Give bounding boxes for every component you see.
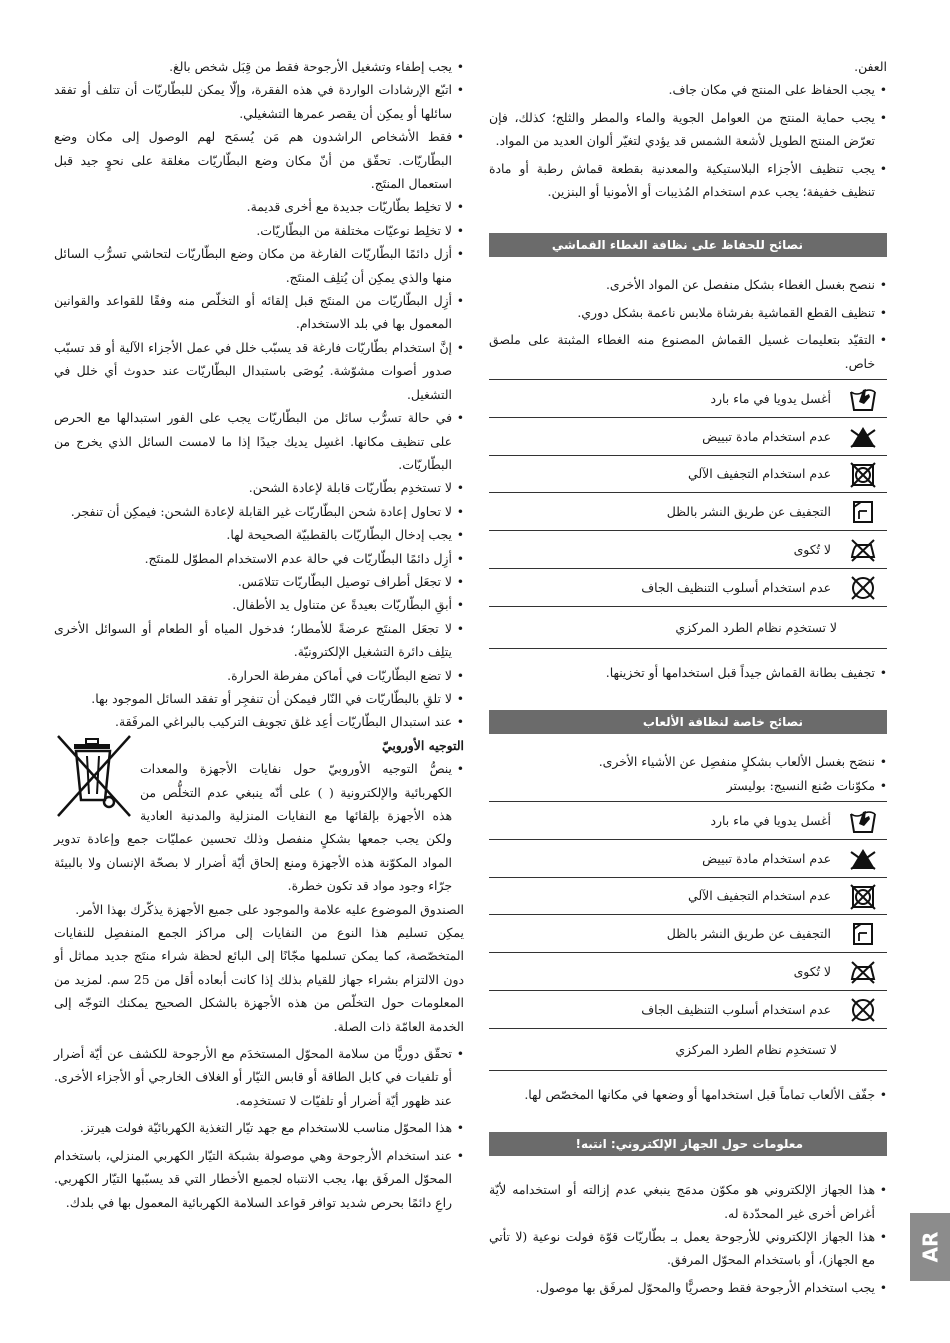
no-bleach-icon	[849, 846, 877, 872]
list-item: • يجب إدخال البطّاريّات بالقطبيّة الصحيحة لها.	[54, 523, 464, 546]
list-item: • يجب حماية المنتج من العوامل الجوية والماء والمطر والثلج؛ كذلك، فإن تعرّض المنتج الطويل لأشعة الشمس قد يؤدي لتغيّر ألوان العديد من المواد.	[489, 106, 887, 153]
care-row	[489, 802, 887, 840]
language-tab	[910, 1213, 950, 1281]
care-row	[489, 1029, 887, 1071]
care-label: عدم استخدام أسلوب التنظيف الجاف	[641, 1001, 831, 1017]
list-item: • تجفيف بطانة القماش جيداً قبل استخدامها أو تخزينها.	[489, 661, 887, 684]
care-row	[489, 840, 887, 878]
care-label: التجفيف عن طريق النشر بالظل	[666, 504, 831, 520]
care-label: عدم استخدام مادة تبييض	[702, 850, 831, 866]
care-row	[489, 607, 887, 649]
no-dry-clean-icon	[849, 575, 877, 601]
language-tab-label: AR	[917, 1231, 942, 1263]
care-row	[489, 418, 887, 456]
weee-block	[54, 734, 464, 1038]
list-item: • هذا الجهاز الإلكتروني للأرجوحة يعمل بـ بطّاريّات قوّة فولت نوعية (لا تأتي مع الجهاز)، أو باستخدام المحوّل المرفق.	[489, 1225, 887, 1272]
list-item: • أبقِ البطّاريّات بعيدةً عن متناول يد الأطفال.	[54, 593, 464, 616]
list-item: • لا تجعَل المنتَج عرضةً للأمطار؛ فدخول المياه أو الطعام أو السوائل الأخرى يتلِف دائرة التشغيل الإلكترونيّة.	[54, 617, 464, 664]
no-bleach-icon	[849, 424, 877, 450]
care-label: لا تستخدِم نظام الطرد المركزي	[675, 619, 837, 635]
left-column	[54, 55, 464, 1214]
list-item: • يجب إطفاء وتشغيل الأرجوحة فقط من قِبَل شخص بالغ.	[54, 55, 464, 78]
care-row	[489, 493, 887, 531]
weee-paragraph: • ينصُّ التوجيه الأوروبيّ حول نفايات الأجهزة والمعدات الكهربائية والإلكترونية ( ) على أنّه ينبغي عدم التخلُّص من هذه الأجهزة بإلقائها مع النفايات المنزلية والمدنية العادية ولكن يجب جمعها بشكلٍ منفصل وذلك تحسين عمليّات جمع وإعادة تدوير المواد المكوّنة هذه الأجهزة ومنع إلحاق أيّة أضرار لا بصحّة الإنسان ولا بالبيئة جرّاء وجود مواد قد تكون خطرة.	[54, 757, 464, 897]
list-item: • هذا المحوّل مناسب للاستخدام مع جهد تيّار التغذية الكهربائيّة فولت هيرتز.	[54, 1116, 464, 1139]
composition-line	[489, 774, 887, 797]
care-row	[489, 953, 887, 991]
no-dry-clean-icon	[849, 997, 877, 1023]
no-iron-icon	[849, 537, 877, 563]
list-item: • اتبّع الإرشادات الواردة في هذه الفقرة، وإلّا يمكن للبطّاريّات أن تتلف أو تفقد سائلها أو يمكِن أن يقصر عمرها التشغيلي.	[54, 78, 464, 125]
list-item: • عند استبدال البطّاريّات أعِد غلق تجويف التركيب بالبراغي المرفَقة.	[54, 710, 464, 733]
list-item: • لا تحاول إعادة شحن البطّاريّات غير القابلة لإعادة الشحن: فيمكِن أن تنفجر.	[54, 500, 464, 523]
composition-label: مكوّنات صُنع النسيج:	[769, 777, 875, 793]
care-row	[489, 915, 887, 953]
care-label: لا تُكوى	[793, 541, 831, 557]
care-label: عدم استخدام أسلوب التنظيف الجاف	[641, 579, 831, 595]
list-item: • في حالة تسرُّب سائل من البطّاريّات يجب على الفور استبدالها مع الحرص على تنظيف مكانها. اغسِل يديك جيدًا إذا ما لامست السائل الذي يخرج من البطّاريّات.	[54, 406, 464, 476]
no-iron-icon	[849, 959, 877, 985]
weee-paragraph: الصندوق الموضوع عليه علامة والموجود على جميع الأجهزة يذكّرك بهذا الأمر.	[75, 901, 464, 917]
list-item: • لا تخلِط نوعيّات مختلفة من البطّاريّات.	[54, 219, 464, 242]
list-item: • لا تستخدِم بطّاريّات قابلة لإعادة الشحن.	[54, 476, 464, 499]
list-item: • تحقّق دوريًّا من سلامة المحوّل المستخدَم مع الأرجوحة للكشف عن أيّة أضرار أو تلفيات في كابل الطاقة أو قابس التيّار أو الغلاف الخارجي أو الأجزاء الأخرى. عند ظهور أيّة أضرار أو تلفيّات لا تستخدِمه.	[54, 1042, 464, 1112]
toys-care-table	[489, 801, 887, 1071]
list-item: • يجب استخدام الأرجوحة فقط وحصريًّا والمحوّل لمرفَق بها موصول.	[489, 1276, 887, 1299]
list-item: • أزِل البطّاريّات من المنتَج قبل إلقائه أو التخلّص منه وفقًا للقواعد والقوانين المعمول بها في بلد الاستخدام.	[54, 289, 464, 336]
list-item: • أزِل دائمًا البطّاريّات في حالة عدم الاستخدام المطوّل للمنتَج.	[54, 547, 464, 570]
toys-section-heading: نصائح خاصة لنظافة الألعاب	[489, 710, 887, 734]
list-item: • أزل دائمًا البطّاريّات الفارغة من مكان وضع البطّاريّات لتحاشي تسرُّب السائل منها والذي يمكِن أن يُتلِف المنتَج.	[54, 242, 464, 289]
care-row	[489, 380, 887, 418]
list-item: • لا تخلِط بطّاريّات جديدة مع أخرى قديمة.	[54, 195, 464, 218]
care-label: عدم استخدام مادة تبييض	[702, 428, 831, 444]
dry-in-shade-icon	[849, 921, 877, 947]
list-item: • يجب الحفاظ على المنتج في مكان جاف.	[489, 78, 887, 101]
list-item: • لا تلقِ بالبطّاريّات في النّار فيمكن أن تنفجِر أو تفقد السائل الموجود بها.	[54, 687, 464, 710]
list-item: • فقط الأشخاص الراشدون هم مَن يُسمَح لهم الوصول إلى مكان وضع البطّاريّات. تحقّق من أنّ مكان وضع البطّاريّات مغلقة على نحوٍ جيد قبل استعمال المنتَج.	[54, 125, 464, 195]
care-row	[489, 531, 887, 569]
care-label: عدم استخدام التجفيف الآلي	[688, 888, 831, 904]
right-column	[489, 55, 887, 1299]
weee-paragraph: يمكِن تسليم هذا النوع من النفايات إلى مراكز الجمع المنفصِل للنفايات المتخصّصة، كما يمكن تسلمها مجّانًا إلى البائع لحظة شراء منتَج جديد مماثل أو دون الالتزام بشراء جهاز للقيام بذلك إذا كانت أبعاده أقل من 25 سم. لمزيد من المعلومات حول التخلّص من هذه الأجهزة بالشكل الصحيح يمكنك التوجّه إلى الخدمة العامّة ذات الصلة.	[54, 925, 464, 1034]
list-item: • ننصح بغسل الغطاء بشكل منفصل عن المواد الأخرى.	[489, 273, 887, 296]
intro-paragraph: العفن.	[854, 59, 887, 74]
care-row	[489, 569, 887, 607]
weee-title: التوجيه الأوروبيّ	[382, 737, 464, 753]
hand-wash-icon	[849, 386, 877, 412]
list-item: • لا تضع البطّاريّات في أماكن مفرطة الحرارة.	[54, 664, 464, 687]
care-label: أغسل يدويا في ماء بارد	[710, 390, 831, 406]
list-item: • جفّف الألعاب تماماً قبل استخدامها أو وضعها في مكانها المخصّص لها.	[489, 1083, 887, 1106]
care-label: التجفيف عن طريق النشر بالظل	[666, 926, 831, 942]
hand-wash-icon	[849, 808, 877, 834]
list-item: • التقيّد بتعليمات غسيل القماش المصنوع منه الغطاء المثبتة على ملصق خاص.	[489, 328, 887, 375]
care-label: لا تُكوى	[793, 963, 831, 979]
care-label: لا تستخدِم نظام الطرد المركزي	[675, 1041, 837, 1057]
list-item: • ننصَح بغسل الألعاب بشكلٍ منفصِل عن الأشياء الأخرى.	[489, 750, 887, 773]
fabric-care-table	[489, 379, 887, 649]
list-item: • إنَّ استخدام بطّاريّات فارغة قد يسبّب خلل في عمل الأجزاء الآلية أو قد تسبّب صدور أصوات مشوّشة. يُوصَى باستبدال البطّاريّات عند حدوث أي خلل في التشغيل.	[54, 336, 464, 406]
no-tumble-dry-icon	[849, 884, 877, 910]
dry-in-shade-icon	[849, 499, 877, 525]
care-row	[489, 456, 887, 494]
electronics-section-heading: معلومات حول الجهاز الإلكتروني: انتبه!	[489, 1132, 887, 1156]
care-row	[489, 991, 887, 1029]
no-tumble-dry-icon	[849, 462, 877, 488]
list-item: • تنظيف القطع القماشية بفرشاة ملابس ناعمة بشكل دوري.	[489, 301, 887, 324]
care-row	[489, 878, 887, 916]
list-item: • عند استخدام الأرجوحة وهي موصولة بشبكة التيّار الكهربي المنزلي، باستخدام المحوّل المرفَق بها، يجب الانتباه لجميع الأخطار التي قد يسبّبها التيّار الكهربي. راعِ دائمًا بحرص شديد توافر قواعد السلامة الكهربائية المعمول بها في بلدك.	[54, 1144, 464, 1214]
list-item: • لا تجعَل أطراف توصيل البطّاريّات تتلامَس.	[54, 570, 464, 593]
list-item: • يجب تنظيف الأجزاء البلاستيكية والمعدنية بقطعة قماش رطبة أو مادة تنظيف خفيفة؛ يجب عدم استخدام المُذيبات أو الأمونيا أو البنزين.	[489, 157, 887, 204]
fabric-section-heading: نصائح للحفاظ على نظافة الغطاء القماشي	[489, 233, 887, 257]
care-label: عدم استخدام التجفيف الآلي	[688, 466, 831, 482]
care-label: أغسل يدويا في ماء بارد	[710, 812, 831, 828]
composition-value: بوليستر	[726, 777, 766, 793]
list-item: • هذا الجهاز الإلكتروني هو مكوّن مدمَج ينبغي عدم إزالته أو استخدامه لأيّة أغراض أخرى غير المحدّدة له.	[489, 1178, 887, 1225]
